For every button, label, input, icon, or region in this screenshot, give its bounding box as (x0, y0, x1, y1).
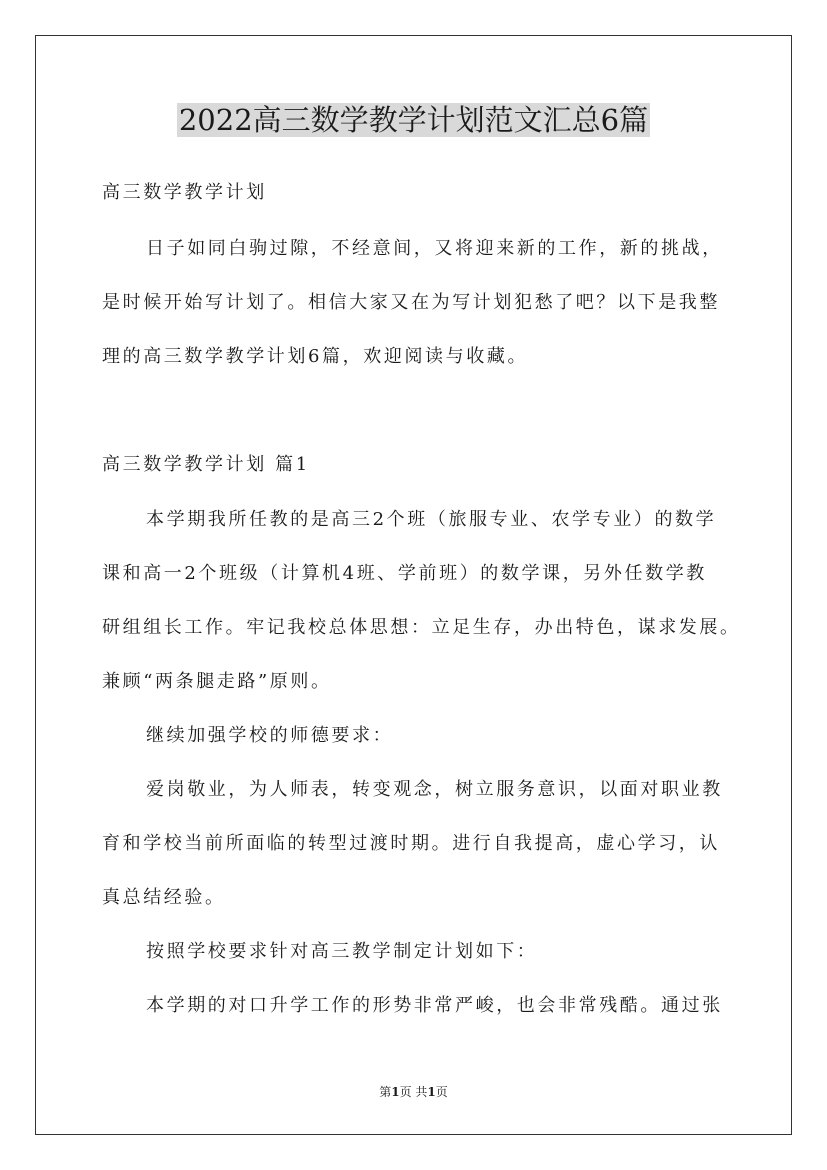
paragraph-line: 本学期我所任教的是高三2个班（旅服专业、农学专业）的数学 (146, 509, 717, 530)
paragraph-line: 日子如同白驹过隙，不经意间，又将迎来新的工作，新的挑战， (146, 238, 723, 259)
paragraph-line: 爱岗敬业，为人师表，转变观念，树立服务意识，以面对职业教 (146, 779, 723, 800)
paragraph-line: 本学期的对口升学工作的形势非常严峻，也会非常残酷。通过张 (146, 995, 723, 1016)
paragraph-line: 是时候开始写计划了。相信大家又在为写计划犯愁了吧？以下是我整 (102, 292, 720, 313)
section-heading: 高三数学教学计划 (102, 182, 267, 203)
paragraph-line: 研组组长工作。牢记我校总体思想：立足生存，办出特色，谋求发展。 (102, 617, 741, 638)
paragraph-line: 课和高一2个班级（计算机4班、学前班）的数学课，另外任数学教 (102, 563, 707, 584)
paragraph-line: 继续加强学校的师德要求： (146, 725, 394, 746)
footer-page-suffix: 页 (435, 1085, 448, 1099)
footer-page-mid: 页 共 (399, 1085, 428, 1099)
paragraph-line: 兼顾“两条腿走路”原则。 (102, 671, 332, 692)
paragraph-line: 真总结经验。 (102, 887, 226, 908)
page-footer (0, 1084, 827, 1100)
paragraph-line: 育和学校当前所面临的转型过渡时期。进行自我提高，虚心学习，认 (102, 833, 720, 854)
section-heading: 高三数学教学计划 篇1 (102, 454, 310, 475)
footer-page-current: 1 (391, 1085, 400, 1099)
footer-page-prefix: 第 (379, 1085, 392, 1099)
footer-page-total: 1 (427, 1085, 436, 1099)
paragraph-line: 按照学校要求针对高三教学制定计划如下： (146, 941, 538, 962)
paragraph-line: 理的高三数学教学计划6篇，欢迎阅读与收藏。 (102, 346, 529, 367)
document-title: 2022高三数学教学计划范文汇总6篇 (178, 103, 649, 137)
